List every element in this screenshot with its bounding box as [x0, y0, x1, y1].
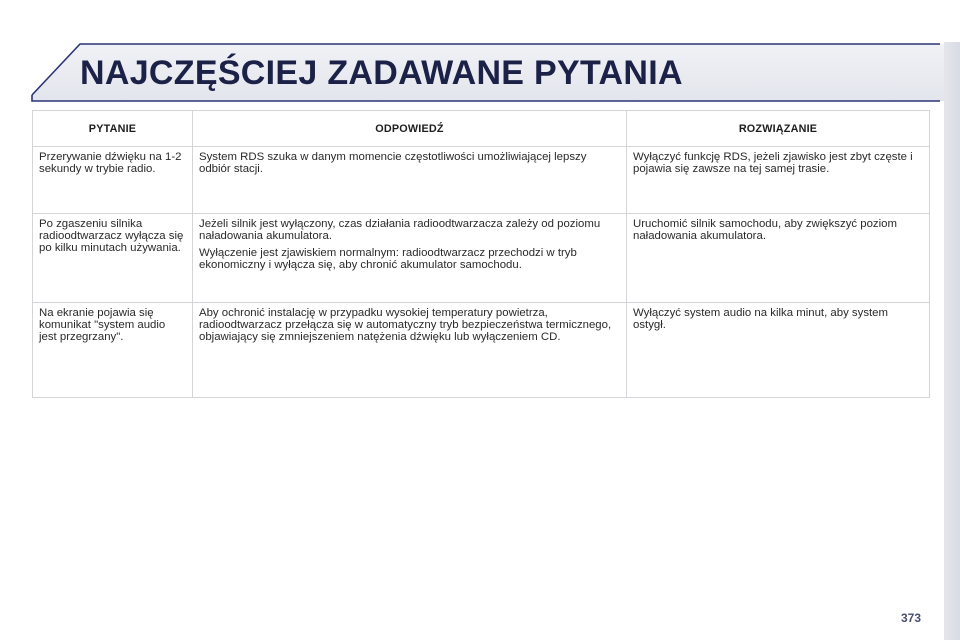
- question-cell: Na ekranie pojawia się komunikat "system audio jest przegrzany".: [33, 303, 193, 398]
- answer-paragraph: Jeżeli silnik jest wyłączony, czas działania radioodtwarzacza zależy od poziomu naładowania akumulatora.: [199, 218, 601, 242]
- side-strip: [944, 42, 960, 640]
- table-header-row: [33, 111, 930, 147]
- table-row: [33, 147, 930, 214]
- table-row: [33, 303, 930, 398]
- answer-cell: [193, 147, 627, 214]
- question-cell: Po zgaszeniu silnika radioodtwarzacz wyłącza się po kilku minutach używania.: [33, 214, 193, 303]
- answer-paragraph: System RDS szuka w danym momencie częstotliwości umożliwiającej lepszy odbiór stacji.: [199, 151, 587, 175]
- question-cell: Przerywanie dźwięku na 1-2 sekundy w trybie radio.: [33, 147, 193, 214]
- page-number: 373: [901, 611, 922, 625]
- answer-cell: [193, 303, 627, 398]
- column-header-solution: ROZWIĄZANIE: [627, 111, 930, 147]
- faq-table: [32, 110, 930, 398]
- page-title: NAJCZĘŚCIEJ ZADAWANE PYTANIA: [80, 54, 683, 92]
- answer-paragraph: Aby ochronić instalację w przypadku wysokiej temperatury powietrza, radioodtwarzacz przełącza się w automatyczny tryb bezpieczeństwa termicznego, objawiający się zmniejszeniem natężenia dźwięku lub wyłączeniem CD.: [199, 307, 612, 343]
- answer-paragraph: Wyłączenie jest zjawiskiem normalnym: radioodtwarzacz przechodzi w tryb ekonomiczny i wyłącza się, aby chronić akumulator samochodu.: [199, 247, 577, 271]
- answer-cell: [193, 214, 627, 303]
- table-row: [33, 214, 930, 303]
- solution-cell: Wyłączyć system audio na kilka minut, aby system ostygł.: [627, 303, 930, 398]
- solution-cell: Uruchomić silnik samochodu, aby zwiększyć poziom naładowania akumulatora.: [627, 214, 930, 303]
- solution-cell: Wyłączyć funkcję RDS, jeżeli zjawisko jest zbyt częste i pojawia się zawsze na tej samej trasie.: [627, 147, 930, 214]
- column-header-answer: ODPOWIEDŹ: [193, 111, 627, 147]
- column-header-question: PYTANIE: [33, 111, 193, 147]
